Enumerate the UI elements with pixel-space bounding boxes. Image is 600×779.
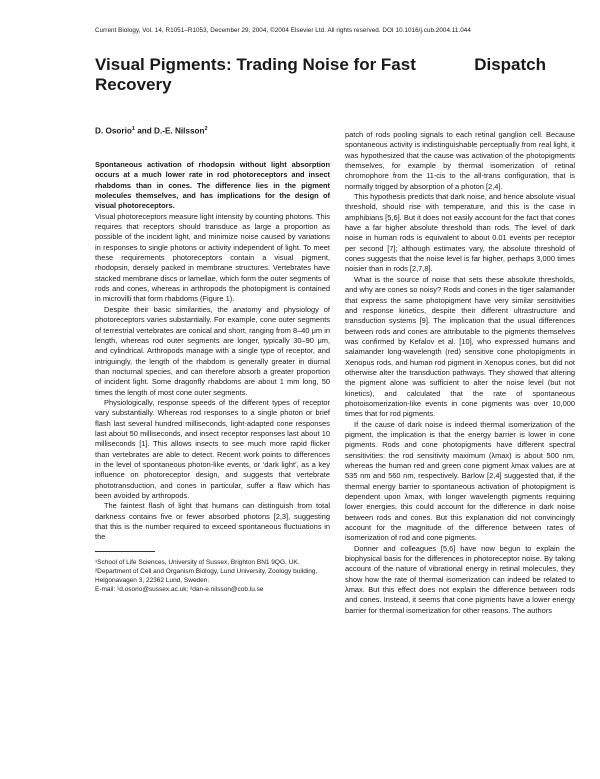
author-2-affiliation-mark: 2 [204,126,208,132]
body-paragraph: Visual photoreceptors measure light intensity by counting photons. This requires that receptors should transduce as large a proportion as possible of the incident light, and minimize noise caused by variations in responses to single photons or activity independent of light. To meet these requirements photoreceptors contain a visual pigment, rhodopsin, densely packed in membrane structures. Vertebrates have stacked membrane discs or lamellae, which form the outer segments of rods and cones, whereas in arthropods the photopigment is contained in microvilli that form rhabdoms (Figure 1). [95,211,330,304]
body-paragraph: If the cause of dark noise is indeed thermal isomerization of the pigment, the implication is that the energy barrier is lower in cone pigments. Rods and cone photopigments have different spectral sensitivities: the rod sensitivity maximum (λmax) is about 500 nm, whereas the human red and green cone pigment λmax values are at 535 nm and 560 nm, respectively. Barlow [2,4] suggested that, if the thermal energy barrier to spontaneous activation of photopigment is dependent upon λmax, with longer wavelength pigments requiring lower energies, this could account for the difference in dark noise between rods and cones. But this explanation did not convincingly account for the magnitude of the difference between rates of isomerization of rod and cone pigments. [345,419,575,543]
footnote-affiliations: ¹School of Life Sciences, University of Sussex, Brighton BN1 9QG, UK. ²Department of Cell and Organism Biology, Lund University, Zoology building, Helgonavagen 3, 22362 Lund, Sweden. [95,558,318,584]
journal-citation: Current Biology, Vol. 14, R1051–R1053, December 29, 2004, ©2004 Elsevier Ltd. All rights reserved. DOI 10.1016/j.cub.2004.11.044 [95,27,471,34]
author-line [95,126,208,136]
abstract: Spontaneous activation of rhodopsin without light absorption occurs at a much lower rate in rod photoreceptors and insect rhabdoms than in cones. The difference lies in the pigment molecules themselves, and has implications for the design of visual photoreceptors. [95,160,330,211]
article-title: Visual Pigments: Trading Noise for Fast Recovery [95,55,416,94]
body-paragraph: Donner and colleagues [5,6] have now begun to explain the biophysical basis for the differences in photoreceptor noise. By taking account of the nature of vibrational energy in retinal molecules, they show how the rate of thermal isomerization can indeed be related to λmax. But this effect does not explain the difference between rods and cones. Instead, it seems that cone pigments have a lower energy barrier for thermal isomerization for other reasons. The authors [345,543,575,615]
footnote-email: E-mail: ¹d.osorio@sussex.ac.uk; ²dan-e.nilsson@cob.lu.se [95,585,264,593]
left-column [95,160,330,594]
body-paragraph: What is the source of noise that sets these absolute thresholds, and why are cones so noisy? Rods and cones in the tiger salamander that express the same photopigment have very similar sensitivities and response kinetics, despite their different ultrastructure and transduction systems [9]. The implication that the usual differences between rods and cones are attributable to the pigments themselves was confirmed by Kefalov et al. [10], who expressed humans and salamander long-wavelength (red) sensitive cone photopigments in Xenopus rods, and human rod pigment in Xenopus cones, but did not otherwise alter the transduction pathways. They showed that altering the pigment alone was sufficient to alter the noise level (but not kinetics), and calculated that the rate of spontaneous photoisomerization-like events in cone pigments was over 10,000 times that for rod pigments. [345,274,575,419]
author-2: and D.-E. Nilsson [134,126,205,136]
body-paragraph: patch of rods pooling signals to each retinal ganglion cell. Because spontaneous activity is indistinguishable perceptually from real light, it was hypothesized that the cause was activation of the photopigments themselves, for example by thermal isomerization of retinal chromophore from the 11-cis to the all-trans configuration, that is normally trigged by absorption of a photon [2,4]. [345,130,575,191]
author-1: D. Osorio [95,126,132,136]
body-paragraph: Physiologically, response speeds of the different types of receptor vary substantially. Whereas rod responses to a single photon or brief flash last several hundred milliseconds, light-adapted cone responses last about 50 milliseconds, and insect receptor responses last about 10 milliseconds [1]. This allows insects to see much more rapid flicker than vertebrates are able to detect. Recent work points to differences in the level of spontaneous photon-like events, or ‘dark light’, as a key influence on photoreceptor design, and suggests that vertebrate phototransduction, and cones in particular, suffer a flaw which has been avoided by arthropods. [95,397,330,500]
body-paragraph: The faintest flash of light that humans can distinguish from total darkness contains five or fewer absorbed photons [2,3], suggesting that this is the number required to exceed spontaneous fluctuations in the [95,501,330,542]
author-1-affiliation-mark: 1 [131,126,135,132]
footnotes [95,558,330,594]
footnote-divider [95,551,155,552]
right-column [345,130,575,616]
section-label: Dispatch [474,55,546,74]
body-paragraph: Despite their basic similarities, the anatomy and physiology of photoreceptors varies substantially. For example, cone outer segments of terrestrial vertebrates are conical and short, ranging from 8–40 μm in length, whereas rod outer segments are longer, typically 30–90 μm, and cylindrical. Arthropods manage with a single type of receptor, and intriguingly, the length of the rhabdom is generally greater in diurnal than nocturnal species, and can therefore absorb a greater proportion of incident light. Some dragonfly rhabdoms are about 1 mm long, 50 times the length of most cone outer segments. [95,304,330,397]
body-paragraph: This hypothesis predicts that dark noise, and hence absolute visual threshold, should rise with temperature, and this is the case in amphibians [5,6]. But it does not easily account for the fact that cones have a far higher absolute threshold than rods. The level of dark noise in human rods is equivalent to about 0.01 events per receptor per second [7]; although estimates vary, the absolute threshold of cones suggests that the noise level is far higher, perhaps 3,000 times noisier than in rods [2,7,8]. [345,192,575,274]
